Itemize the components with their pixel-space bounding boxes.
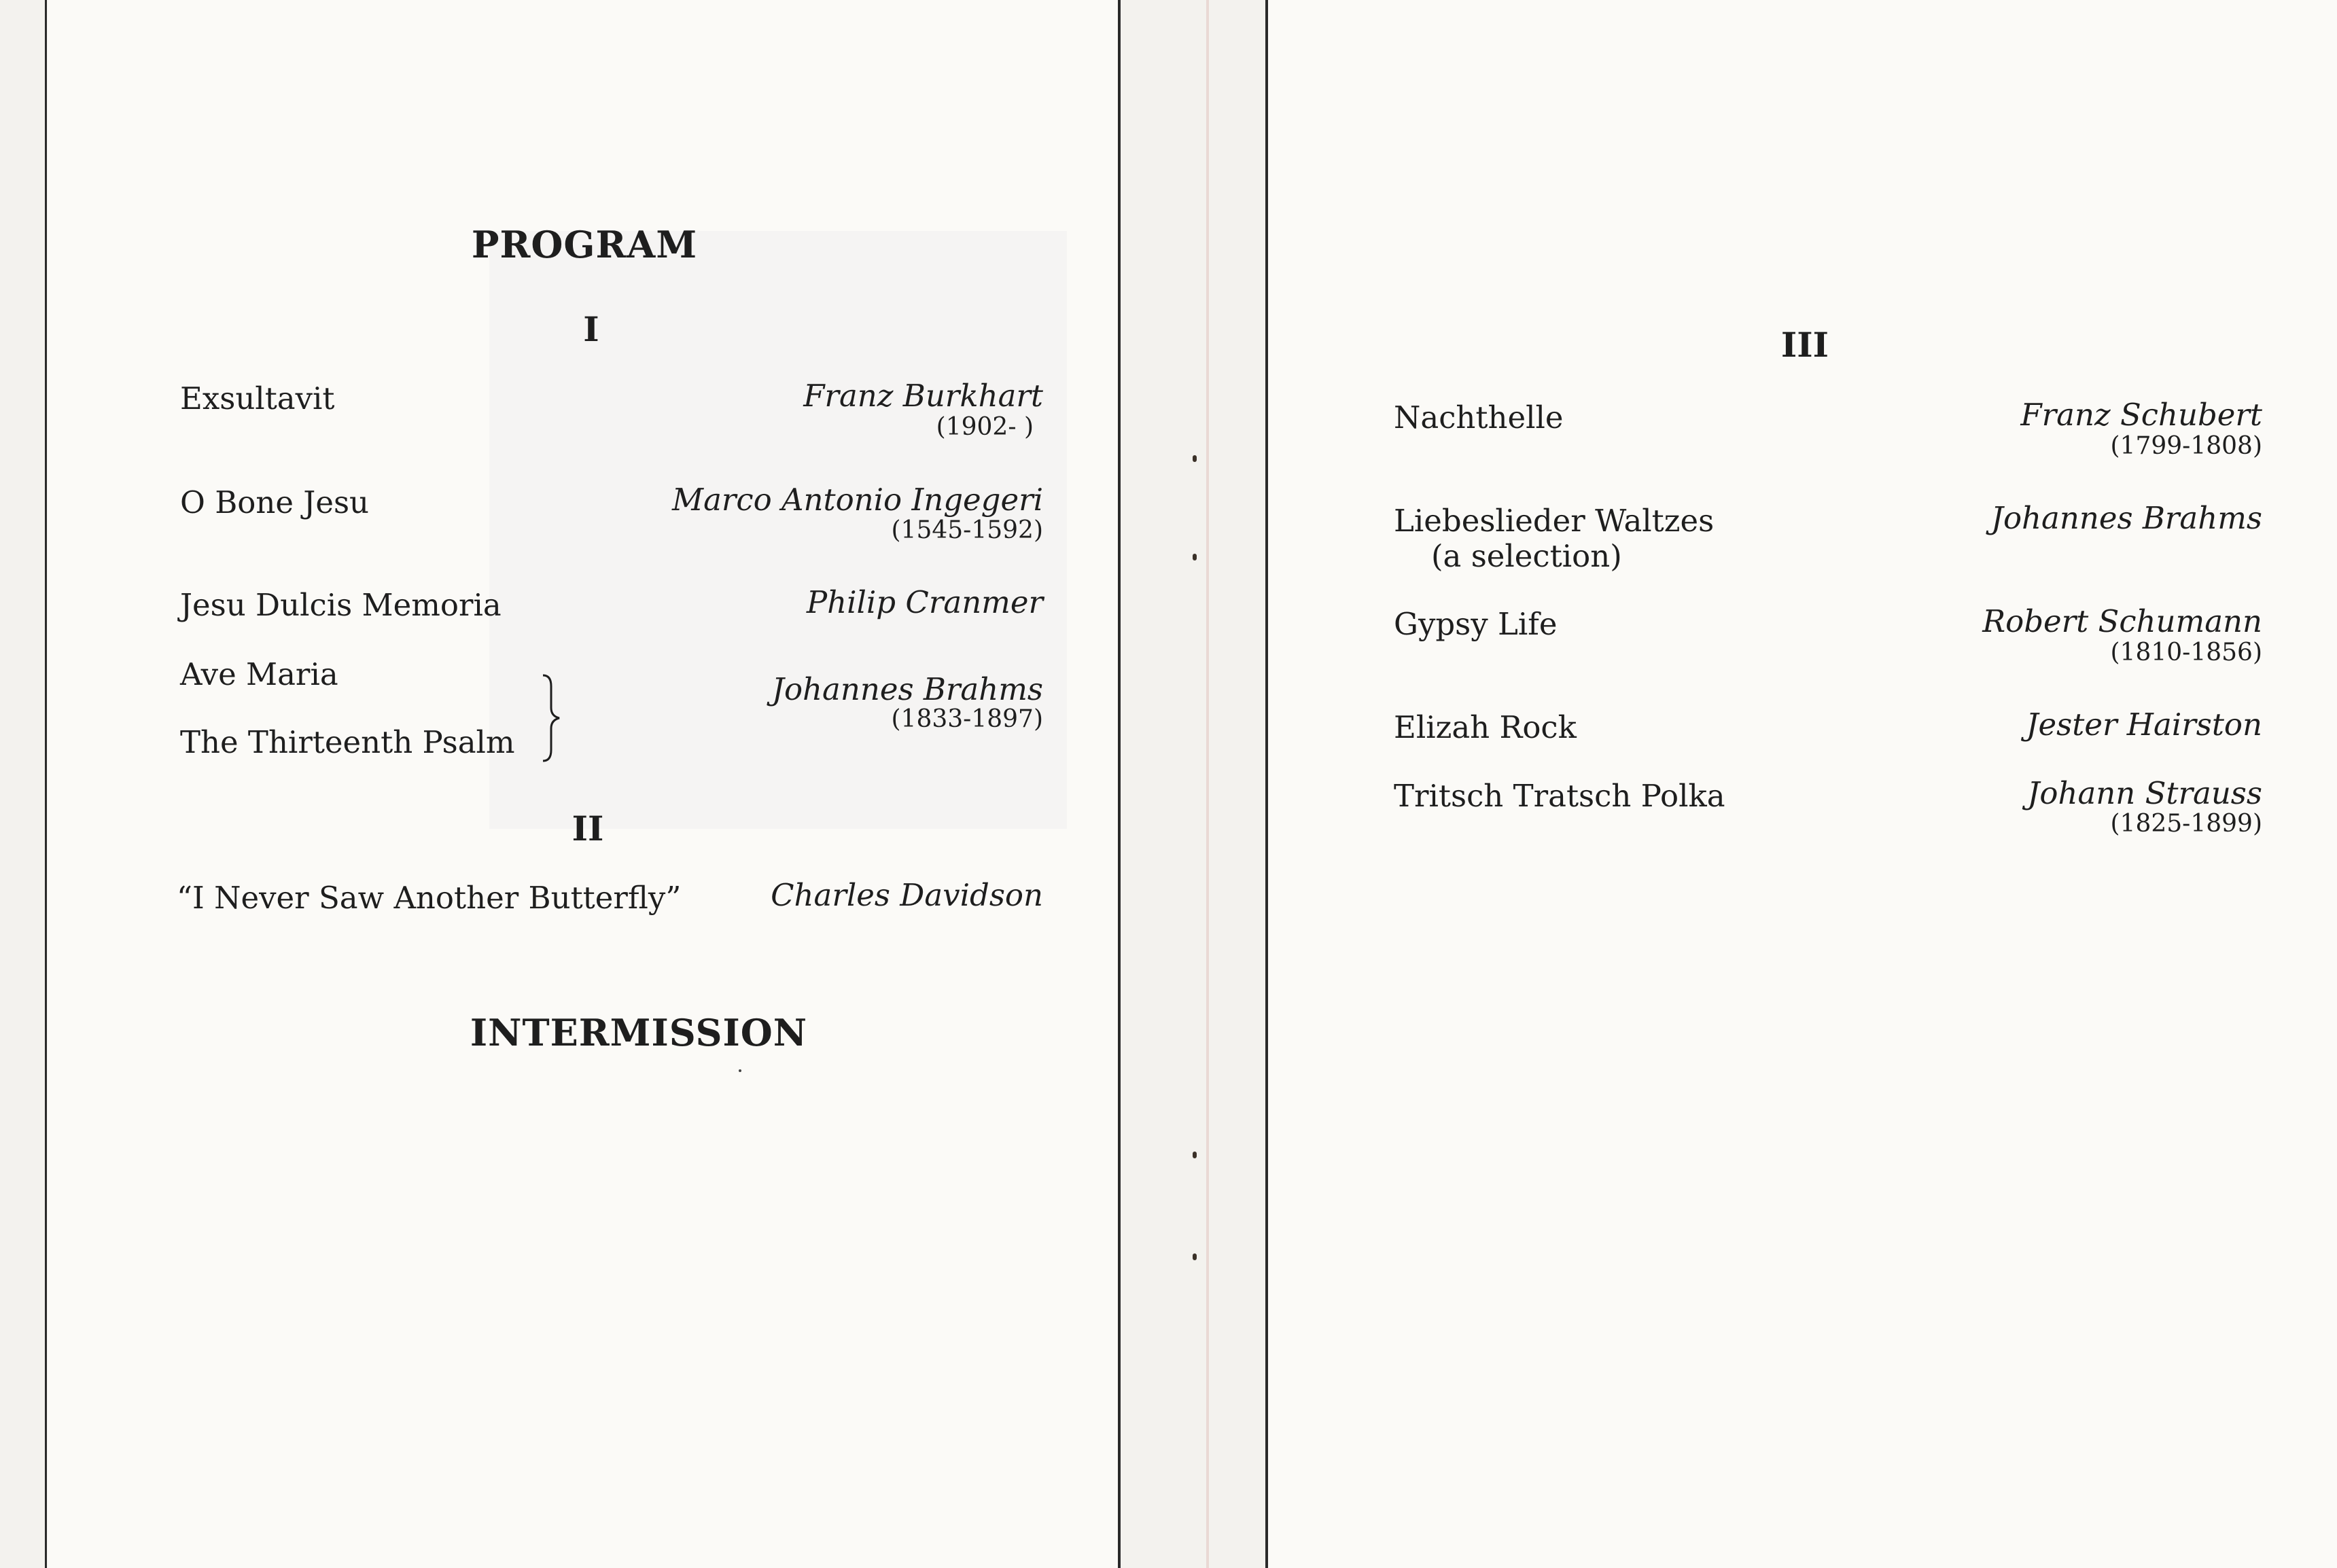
binding-staple — [1193, 455, 1197, 462]
piece-title-elizah-rock: Elizah Rock — [1394, 709, 1577, 745]
composer-dates: (1825-1899) — [2110, 810, 2262, 838]
piece-title-liebeslieder-waltzes: Liebeslieder Waltzes — [1394, 503, 1715, 539]
piece-title-ave-maria: Ave Maria — [180, 656, 338, 692]
piece-title-thirteenth-psalm: The Thirteenth Psalm — [180, 724, 515, 760]
composer-dates: (1810-1856) — [2110, 639, 2262, 666]
composer-name: Charles Davidson — [771, 877, 1043, 913]
intermission-heading: INTERMISSION — [470, 1011, 808, 1054]
piece-title-tritsch-tratsch-polka: Tritsch Tratsch Polka — [1394, 778, 1725, 814]
composer-name: Franz Schubert — [2020, 397, 2262, 433]
composer-name: Johannes Brahms — [771, 671, 1043, 707]
scan-edge-center-left — [1118, 0, 1121, 1568]
scan-edge-left — [45, 0, 47, 1568]
section-numeral-iii: III — [1780, 325, 1829, 365]
composer-dates: (1799-1808) — [2110, 432, 2262, 460]
section-numeral-ii: II — [572, 808, 604, 849]
composer-name: Robert Schumann — [1982, 603, 2262, 639]
binding-staple — [1193, 1253, 1197, 1260]
binding-staple — [1193, 554, 1197, 560]
program-heading: PROGRAM — [471, 223, 698, 266]
piece-title-o-bone-jesu: O Bone Jesu — [180, 484, 370, 520]
composer-dates: (1902- ) — [936, 413, 1034, 441]
binding-gutter — [1206, 0, 1209, 1568]
piece-title-gypsy-life: Gypsy Life — [1394, 606, 1558, 642]
composer-name: Philip Cranmer — [806, 584, 1043, 620]
composer-name: Marco Antonio Ingegeri — [672, 482, 1043, 518]
composer-name: Johannes Brahms — [1990, 500, 2262, 536]
program-page-left — [48, 0, 1118, 1568]
piece-subtitle: (a selection) — [1431, 538, 1622, 574]
composer-dates: (1833-1897) — [891, 705, 1043, 733]
piece-title-nachthelle: Nachthelle — [1394, 399, 1564, 435]
composer-name: Jester Hairston — [2026, 707, 2262, 743]
grouping-brace — [540, 674, 567, 762]
binding-staple — [1193, 1152, 1197, 1158]
piece-title-butterfly: “I Never Saw Another Butterfly” — [177, 880, 682, 916]
piece-title-jesu-dulcis-memoria: Jesu Dulcis Memoria — [180, 587, 502, 623]
composer-name: Johann Strauss — [2027, 775, 2262, 811]
section-numeral-i: I — [583, 309, 599, 349]
piece-title-exsultavit: Exsultavit — [180, 380, 335, 416]
composer-dates: (1545-1592) — [891, 516, 1043, 544]
ink-speck — [739, 1069, 741, 1072]
composer-name: Franz Burkhart — [803, 378, 1043, 414]
program-page-right — [1268, 0, 2337, 1568]
